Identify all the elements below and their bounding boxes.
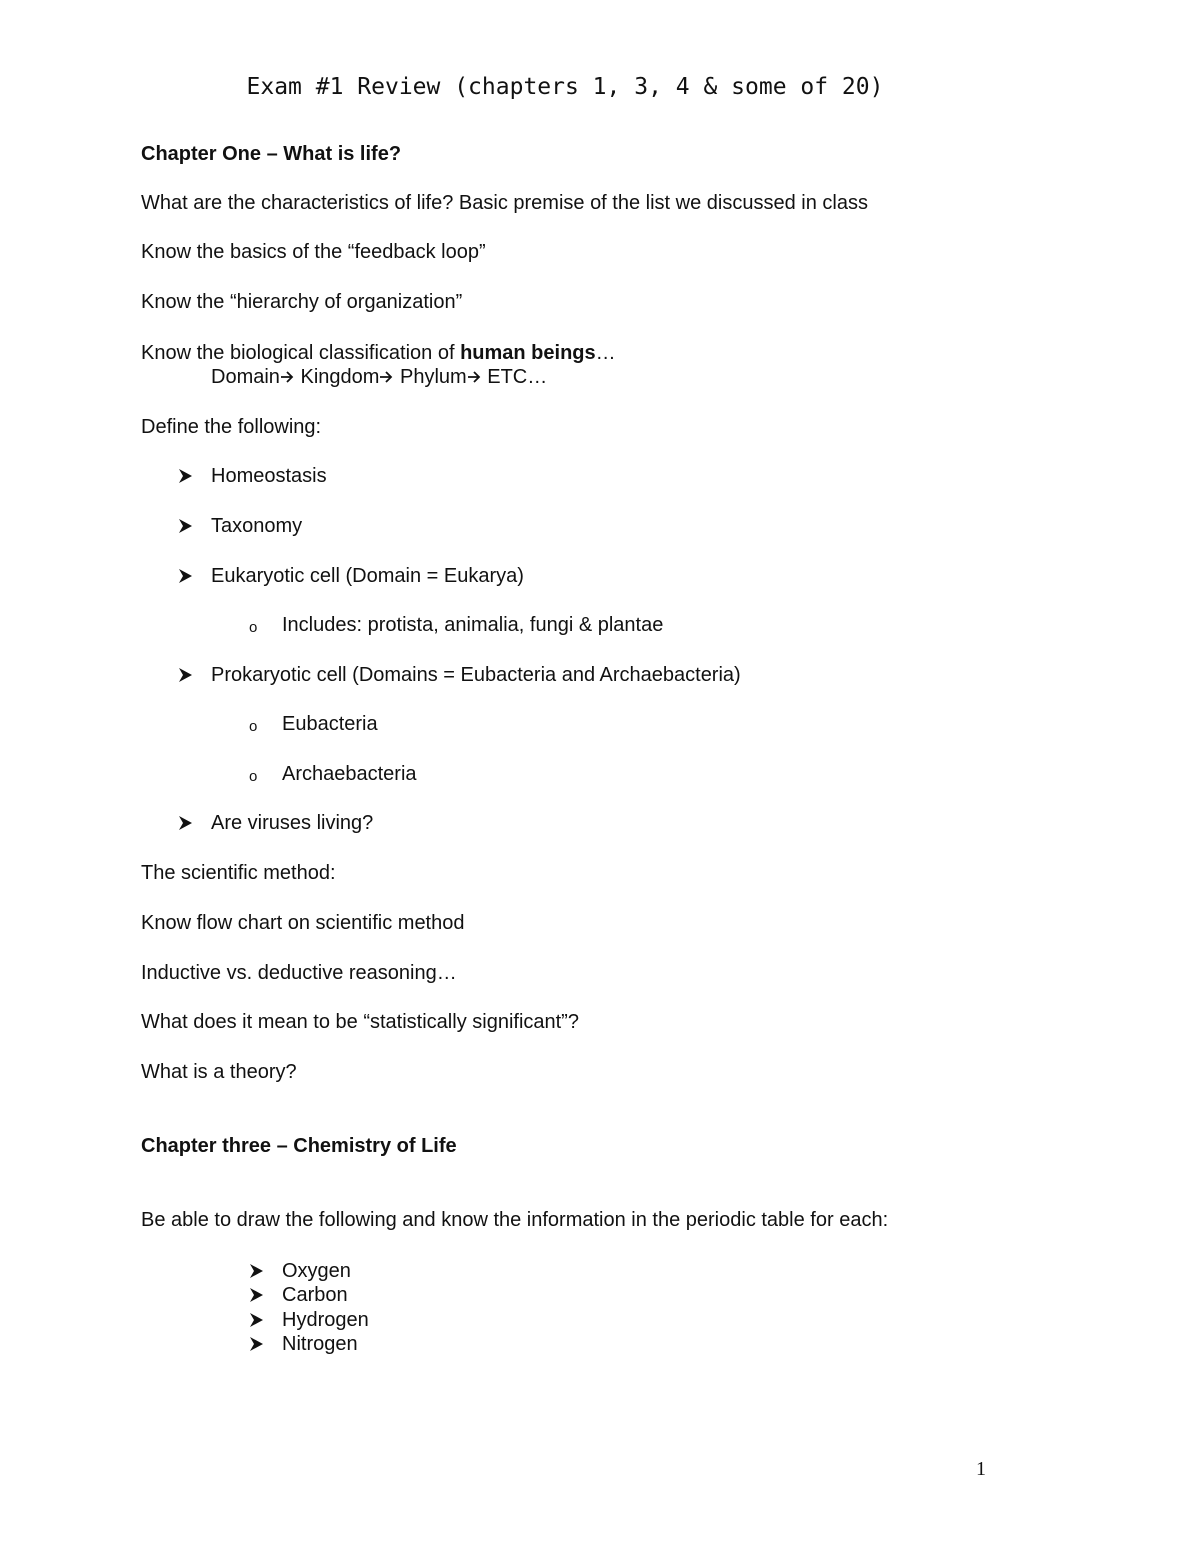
term-taxonomy: Taxonomy xyxy=(211,515,303,537)
characteristics-line: What are the characteristics of life? Basic premise of the list we discussed in class xyxy=(141,192,868,214)
taxon-domain: Domain xyxy=(211,366,280,388)
term-homeostasis: Homeostasis xyxy=(211,465,327,487)
taxon-kingdom: Kingdom xyxy=(300,366,380,388)
element-carbon: Carbon xyxy=(282,1284,348,1306)
arrowhead-bullet-icon xyxy=(248,1261,266,1281)
arrowhead-bullet-icon xyxy=(177,466,195,486)
arrowhead-bullet-icon xyxy=(177,516,195,536)
eukaryotic-includes: Includes: protista, animalia, fungi & plantae xyxy=(282,614,664,636)
circle-bullet: o xyxy=(249,619,258,636)
flow-chart-line: Know flow chart on scientific method xyxy=(141,912,465,934)
arrowhead-bullet-icon xyxy=(177,665,195,685)
right-arrow-icon xyxy=(379,370,394,384)
term-eukaryotic: Eukaryotic cell (Domain = Eukarya) xyxy=(211,565,524,587)
draw-line: Be able to draw the following and know the information in the periodic table for each: xyxy=(141,1209,889,1231)
taxon-etc: ETC… xyxy=(487,366,548,388)
classification-line xyxy=(141,341,616,365)
circle-bullet: o xyxy=(249,768,258,785)
chapter-one-heading: Chapter One – What is life? xyxy=(141,143,402,165)
scientific-method-line: The scientific method: xyxy=(141,862,336,884)
prokaryotic-archaebacteria: Archaebacteria xyxy=(282,763,417,785)
significant-line: What does it mean to be “statistically significant”? xyxy=(141,1011,579,1033)
page-title: Exam #1 Review (chapters 1, 3, 4 & some of 20) xyxy=(246,74,884,100)
term-viruses: Are viruses living? xyxy=(211,812,374,834)
define-line: Define the following: xyxy=(141,416,322,438)
right-arrow-icon xyxy=(467,370,482,384)
classification-bold-text: human beings xyxy=(460,342,596,364)
arrowhead-bullet-icon xyxy=(248,1334,266,1354)
arrowhead-bullet-icon xyxy=(248,1310,266,1330)
arrowhead-bullet-icon xyxy=(177,566,195,586)
element-nitrogen: Nitrogen xyxy=(282,1333,358,1355)
element-oxygen: Oxygen xyxy=(282,1260,351,1282)
taxon-phylum: Phylum xyxy=(399,366,467,388)
taxa-line xyxy=(211,365,547,389)
term-prokaryotic: Prokaryotic cell (Domains = Eubacteria and Archaebacteria) xyxy=(211,664,741,686)
hierarchy-line: Know the “hierarchy of organization” xyxy=(141,291,463,313)
right-arrow-icon xyxy=(280,370,295,384)
classification-ellipsis: … xyxy=(595,342,616,364)
arrowhead-bullet-icon xyxy=(177,813,195,833)
element-hydrogen: Hydrogen xyxy=(282,1309,369,1331)
page-number: 1 xyxy=(976,1458,986,1480)
reasoning-line: Inductive vs. deductive reasoning… xyxy=(141,962,457,984)
feedback-line: Know the basics of the “feedback loop” xyxy=(141,241,486,263)
prokaryotic-eubacteria: Eubacteria xyxy=(282,713,378,735)
classification-text: Know the biological classification of xyxy=(141,342,461,364)
arrowhead-bullet-icon xyxy=(248,1285,266,1305)
theory-line: What is a theory? xyxy=(141,1061,297,1083)
circle-bullet: o xyxy=(249,718,258,735)
chapter-three-heading: Chapter three – Chemistry of Life xyxy=(141,1135,457,1157)
